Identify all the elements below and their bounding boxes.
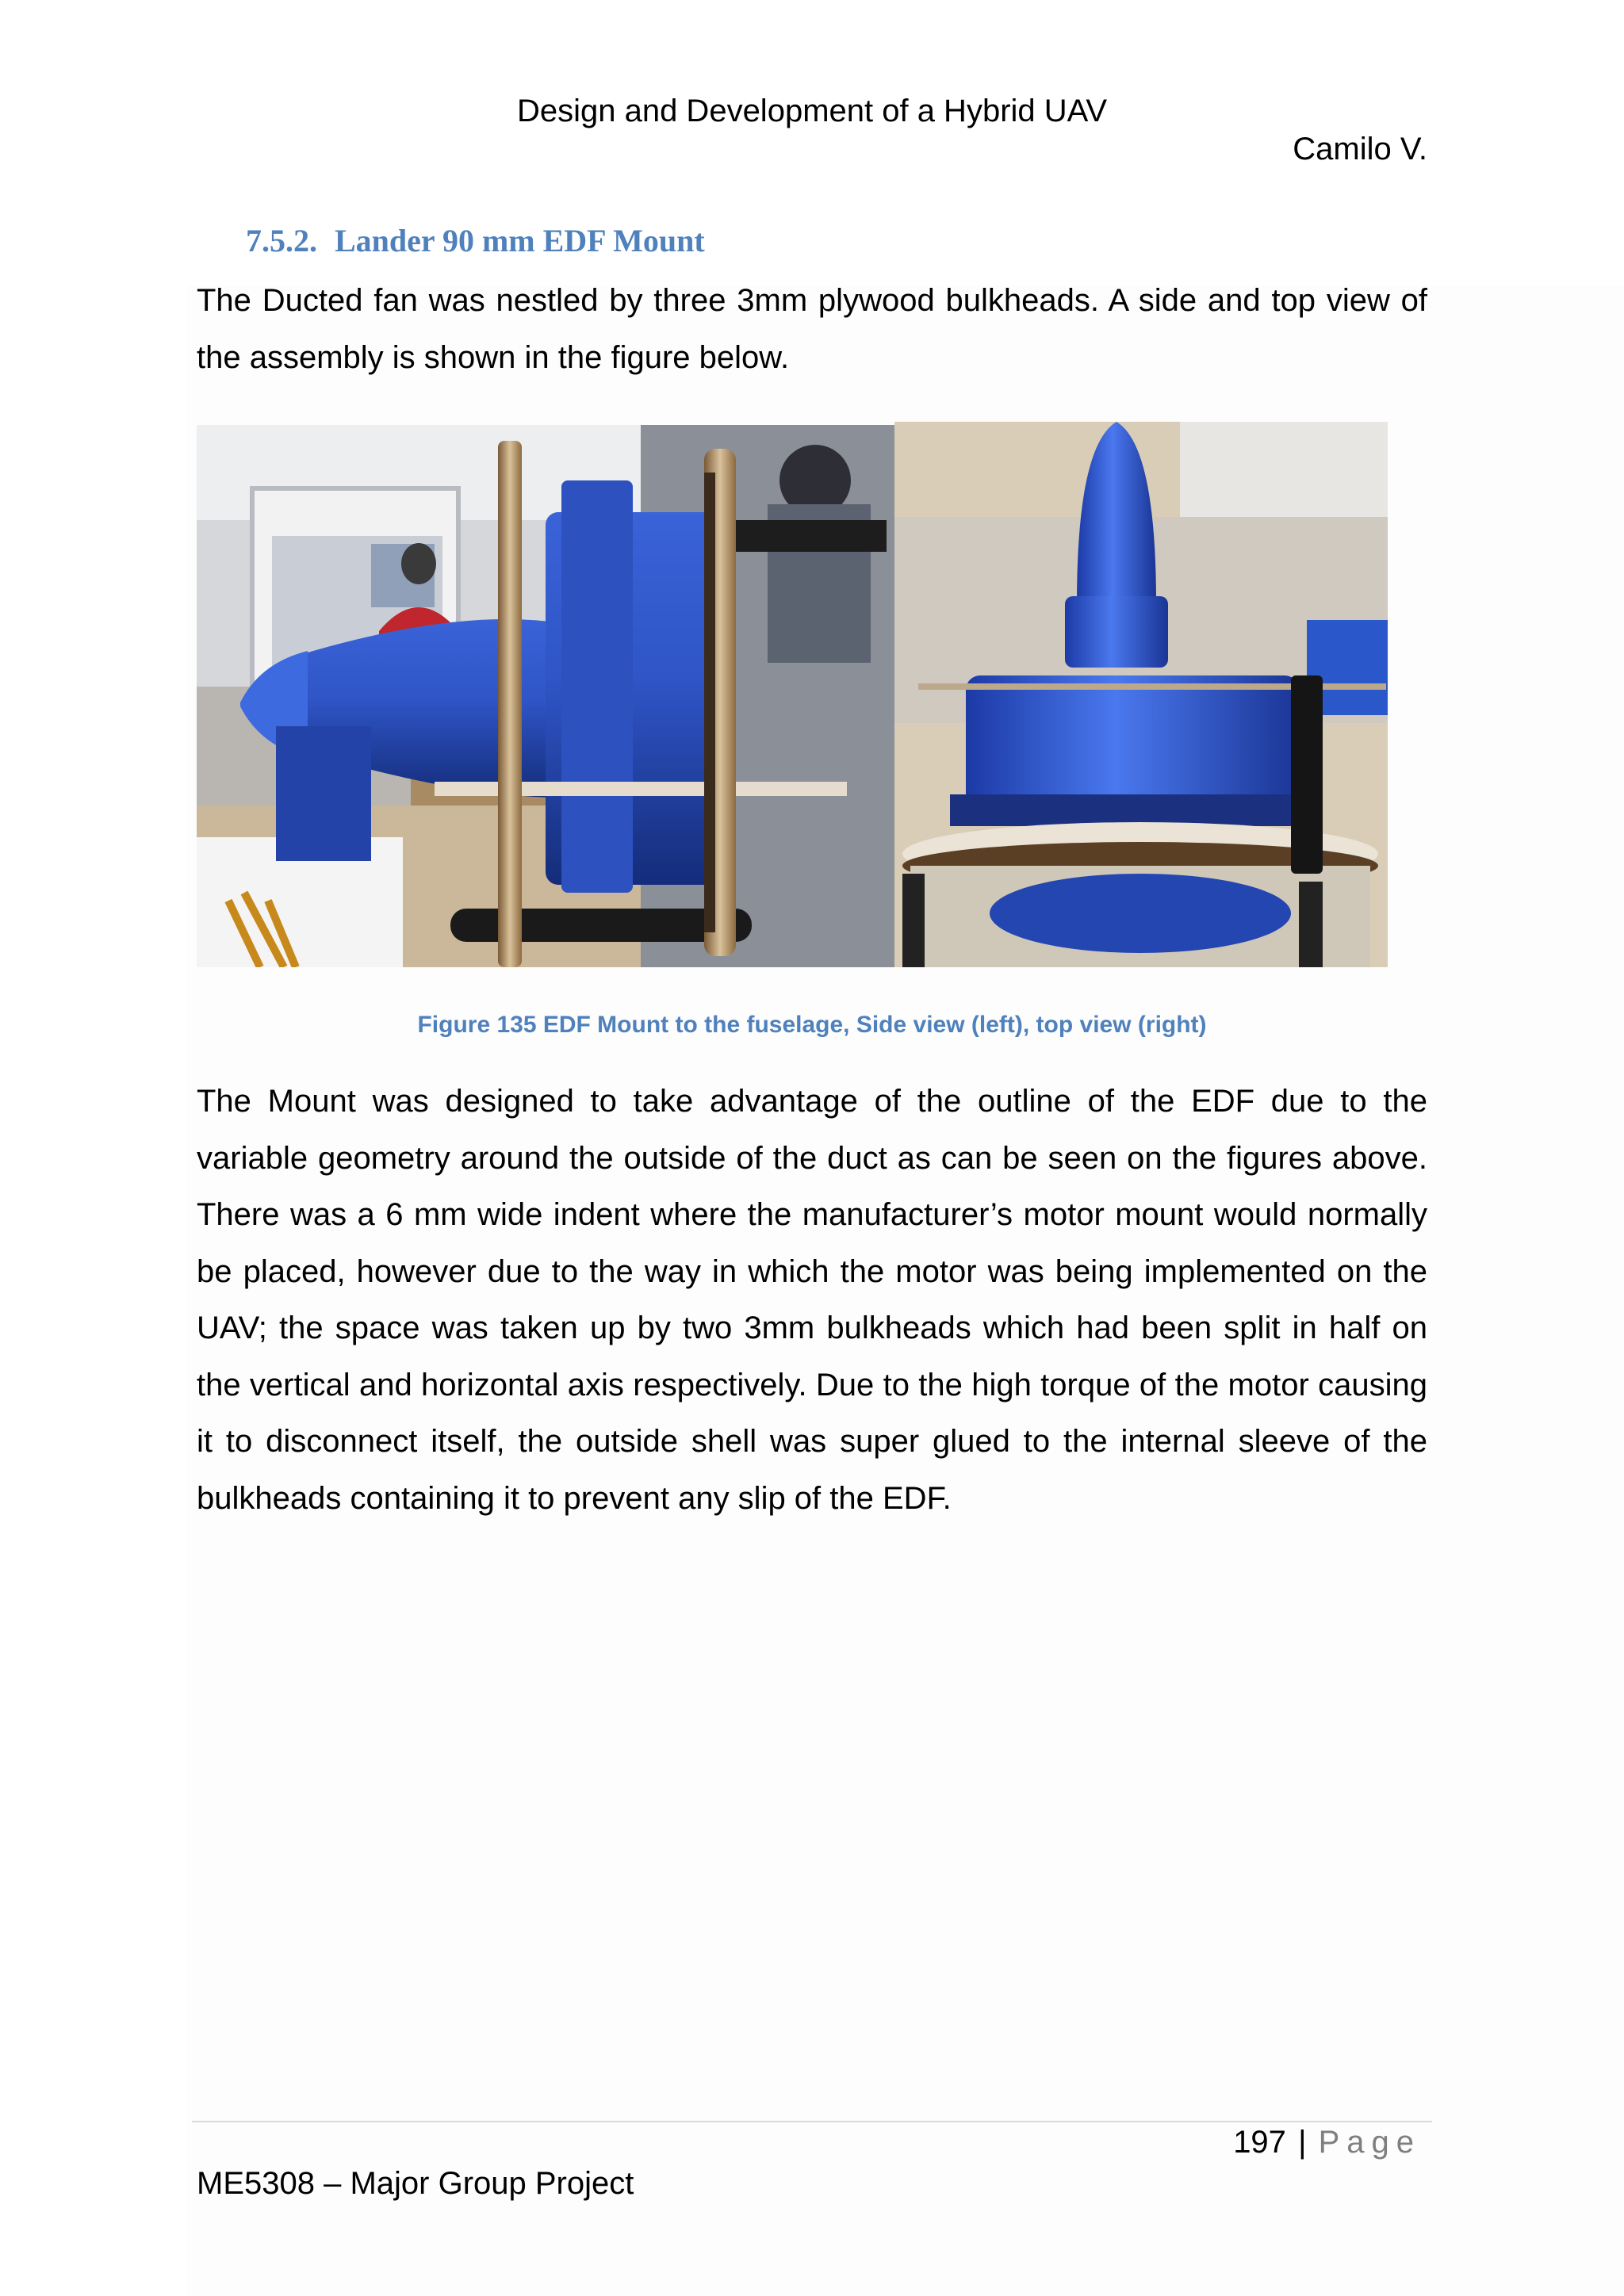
intro-paragraph: The Ducted fan was nestled by three 3mm plywood bulkheads. A side and top view of the assembly is shown in the figure below. — [197, 283, 1427, 375]
footer-divider — [192, 2121, 1432, 2122]
figure-edf-mount — [197, 422, 1388, 967]
page-label: Page — [1318, 2125, 1421, 2160]
footer-course: ME5308 – Major Group Project — [197, 2166, 634, 2201]
page-number-value: 197 — [1233, 2125, 1286, 2160]
section-heading — [246, 222, 705, 259]
body-paragraph: The Mount was designed to take advantage of the outline of the EDF due to the variable geometry around the outside of the duct as can be seen on the figures above. There was a 6 mm wide indent where the manufacturer’s motor mount would normally be placed, however due to the way in which the motor was being implemented on the UAV; the space was taken up by two 3mm bulkheads which had been split in half on the vertical and horizontal axis respectively. Due to the high torque of the motor causing it to disconnect itself, the outside shell was super glued to the internal sleeve of the bulkheads containing it to prevent any slip of the EDF. — [197, 1084, 1427, 1516]
header-title: Design and Development of a Hybrid UAV — [516, 94, 1108, 128]
header-author: Camilo V. — [1293, 132, 1427, 166]
page-separator: | — [1298, 2125, 1307, 2160]
section-number: 7.5.2. — [246, 223, 317, 258]
top-view-photo — [894, 422, 1388, 967]
side-view-photo — [197, 425, 894, 967]
figure-caption: Figure 135 EDF Mount to the fuselage, Side view (left), top view (right) — [417, 1012, 1207, 1038]
section-title: Lander 90 mm EDF Mount — [335, 223, 705, 258]
page-number — [1233, 2125, 1421, 2160]
